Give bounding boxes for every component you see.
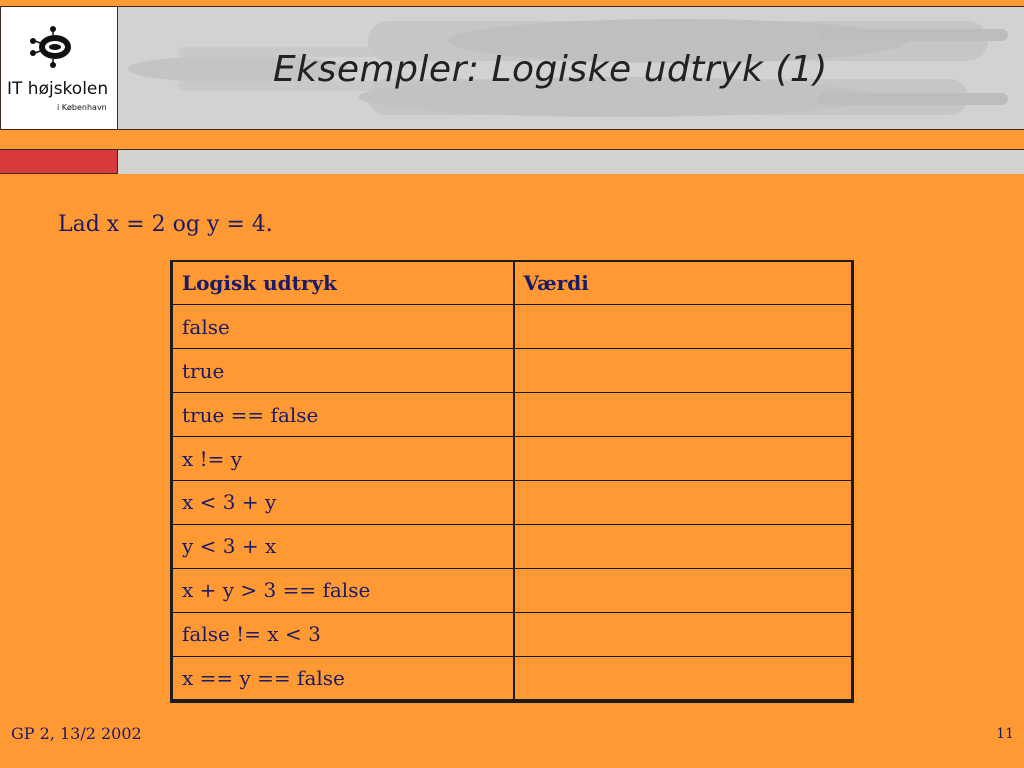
column-header-expression: Logisk udtryk	[172, 261, 514, 305]
school-logo-icon	[23, 25, 79, 69]
column-header-value: Værdi	[514, 261, 854, 305]
table-row	[172, 349, 854, 393]
value-cell	[514, 612, 854, 656]
expression-cell: x != y	[172, 437, 514, 481]
expression-cell: y < 3 + x	[172, 524, 514, 568]
expression-table	[170, 260, 854, 703]
value-cell	[514, 305, 854, 349]
value-cell	[514, 437, 854, 481]
expression-cell: x < 3 + y	[172, 480, 514, 524]
expression-cell: false != x < 3	[172, 612, 514, 656]
value-cell	[514, 656, 854, 700]
expression-table-grid	[170, 260, 854, 700]
expression-cell: x == y == false	[172, 656, 514, 700]
value-cell	[514, 393, 854, 437]
expression-cell: true	[172, 349, 514, 393]
table-header-row	[172, 261, 854, 305]
footer-course-date: GP 2, 13/2 2002	[11, 724, 142, 743]
table-row	[172, 524, 854, 568]
expression-cell: true == false	[172, 393, 514, 437]
table-row	[172, 568, 854, 612]
value-cell	[514, 568, 854, 612]
table-row	[172, 305, 854, 349]
table-row	[172, 393, 854, 437]
logo-name: IT højskolen	[7, 79, 109, 99]
footer-page-number: 11	[996, 726, 1014, 742]
intro-text: Lad x = 2 og y = 4.	[58, 212, 273, 237]
value-cell	[514, 349, 854, 393]
header-red-accent	[0, 150, 118, 174]
table-row	[172, 437, 854, 481]
value-cell	[514, 480, 854, 524]
table-row	[172, 480, 854, 524]
title-band	[118, 6, 1024, 130]
table-row	[172, 656, 854, 700]
expression-cell: x + y > 3 == false	[172, 568, 514, 612]
slide-header	[0, 0, 1024, 176]
slide-title: Eksempler: Logiske udtryk (1)	[273, 49, 828, 90]
logo	[0, 6, 118, 130]
logo-subtitle: i København	[57, 103, 107, 112]
value-cell	[514, 524, 854, 568]
expression-cell: false	[172, 305, 514, 349]
header-gray-bar	[118, 150, 1024, 174]
table-row	[172, 612, 854, 656]
header-orange-stripe	[0, 130, 1024, 150]
